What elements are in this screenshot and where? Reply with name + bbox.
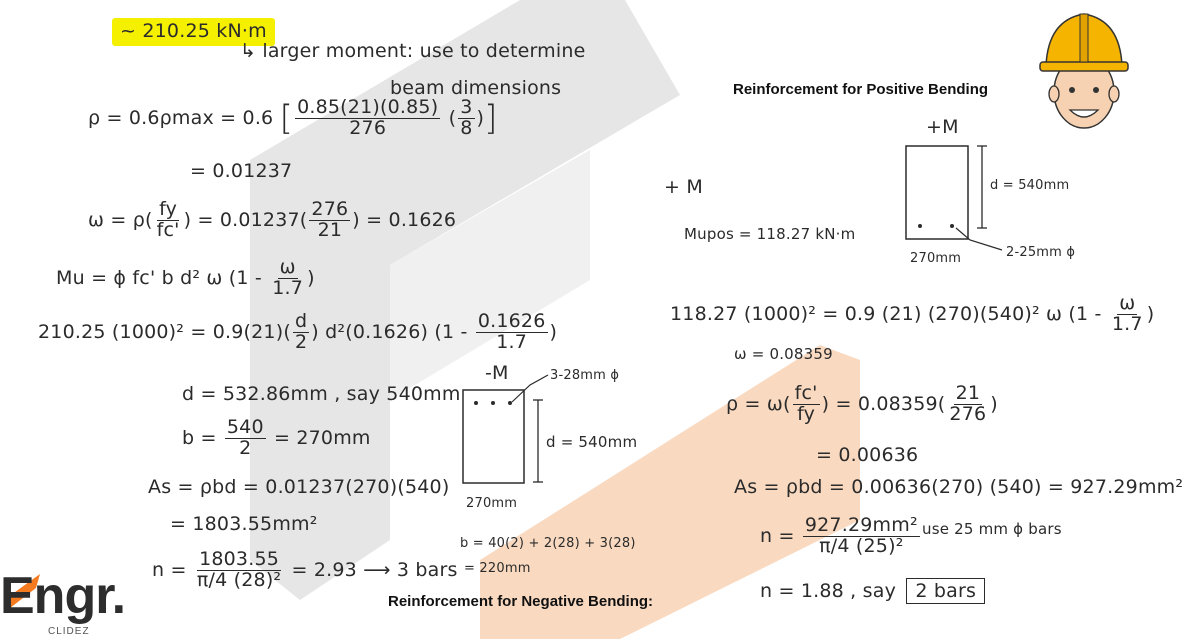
- d-result: d = 532.86mm , say 540mm: [182, 383, 461, 405]
- b-equation: b = $\frac{540}{2}$ = 270mm: [182, 416, 371, 459]
- pos-beam-depth: d = 540mm: [990, 178, 1070, 193]
- pos-beam-width: 270mm: [910, 251, 962, 266]
- substitution-equation: 210.25 (1000)² = 0.9(21)( $\frac{d}{2}$ ) d²(0.1626) (1 - $\frac{0.1626}{1.7}$ ): [38, 310, 558, 353]
- neg-b-check-result: = 220mm: [464, 561, 531, 576]
- n-equation: n = $\frac{1803.55}{\text{π/4 (28)²}}$ = 2.93 ⟶ 3 bars: [152, 548, 458, 591]
- pos-beam-bars: 2-25mm ϕ: [1006, 245, 1076, 260]
- heading-positive: Reinforcement for Positive Bending: [733, 81, 989, 98]
- neg-beam-label: -M: [485, 362, 509, 384]
- engr-logo-sub: CLIDEZ: [48, 626, 90, 637]
- engineer-avatar: [1040, 14, 1128, 128]
- rho-result: = 0.01237: [190, 160, 293, 182]
- plus-m-label: + M: [664, 176, 703, 198]
- pos-beam-label: +M: [926, 116, 959, 138]
- neg-beam-depth: d = 540mm: [546, 433, 638, 451]
- pos-beam-section: [906, 146, 968, 239]
- neg-rebar: [491, 401, 495, 405]
- mu-formula: Mu = ϕ fc' b d² ω (1 - $\frac{\omega}{1.7}$ ): [56, 256, 315, 299]
- pos-n-equation: n = $\frac{\text{927.29mm²}}{\text{π/4 (25)²}}$: [760, 514, 918, 557]
- pos-as-equation: As = ρbd = 0.00636(270) (540) = 927.29mm²: [734, 476, 1183, 498]
- heading-negative: Reinforcement for Negative Bending:: [388, 593, 654, 610]
- as-equation: As = ρbd = 0.01237(270)(540): [148, 476, 450, 498]
- moment-highlight: ~ 210.25 kN·m: [112, 20, 275, 42]
- pos-omega: ω = 0.08359: [734, 345, 833, 363]
- pos-rho-equation: ρ = ω( $\frac{fc'}{fy}$ ) = 0.08359( $\frac{21}{276}$ ): [726, 382, 998, 425]
- as-result: = 1803.55mm²: [170, 513, 318, 535]
- neg-beam-width: 270mm: [466, 496, 518, 511]
- pos-n-result: n = 1.88 , say 2 bars: [760, 580, 985, 602]
- neg-rebar: [508, 401, 512, 405]
- note-line1: ↳ larger moment: use to determine: [240, 40, 586, 62]
- engr-logo: Engr.: [0, 567, 126, 625]
- rho-equation: ρ = 0.6ρmax = 0.6 [ $\frac{0.85(21)(0.85)}{276}$ ( $\frac{3}{8}$ )]: [88, 96, 498, 139]
- omega-equation: ω = ρ( $\frac{fy}{fc'}$ ) = 0.01237( $\frac{276}{21}$ ) = 0.1626: [88, 198, 457, 241]
- pos-rebar: [950, 224, 954, 228]
- pos-rho-result: = 0.00636: [816, 444, 919, 466]
- note-line2: beam dimensions: [390, 77, 562, 99]
- use-bars-note: use 25 mm ϕ bars: [922, 520, 1062, 538]
- pos-substitution: 118.27 (1000)² = 0.9 (21) (270)(540)² ω (1 - $\frac{\omega}{1.7}$ ): [670, 292, 1155, 335]
- neg-bar-leader: [512, 375, 548, 402]
- mu-pos: Mupos = 118.27 kN·m: [684, 225, 856, 243]
- neg-rebar: [474, 401, 478, 405]
- n-result-box: 2 bars: [906, 578, 985, 604]
- neg-b-check: b = 40(2) + 2(28) + 3(28): [460, 536, 636, 551]
- pos-rebar: [918, 224, 922, 228]
- neg-beam-bars: 3-28mm ϕ: [550, 368, 620, 383]
